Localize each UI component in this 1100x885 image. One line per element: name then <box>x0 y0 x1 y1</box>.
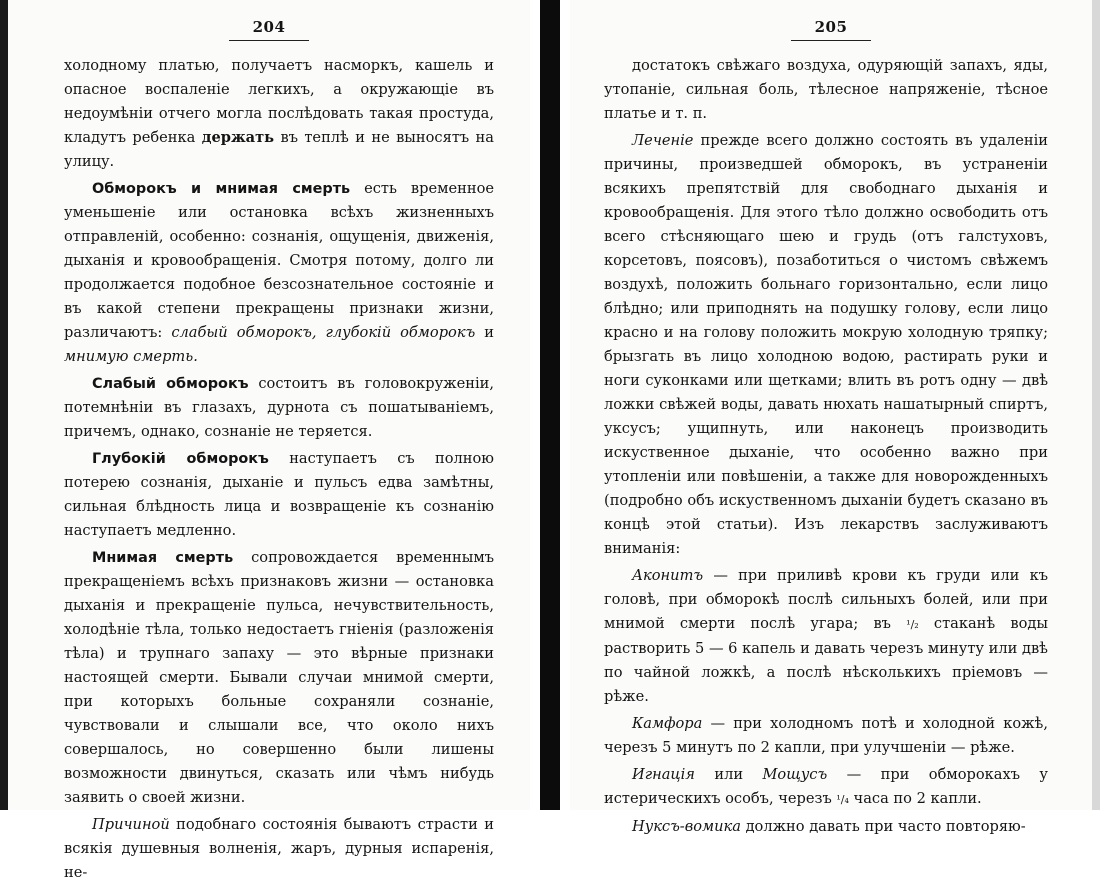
page-number: 205 <box>814 18 848 36</box>
text-run: есть временное уменьшеніе или остановка всѣхъ жизненныхъ отправленій, особенно: сознанія, ощущенія, движенія, дыханія и кровообращенія. Смотря потому, долго ли продолжается подобное безсознательное состояніе и въ какой степени прекращены признаки жизни, различаютъ: <box>64 180 494 341</box>
text-run: состоитъ въ головокруженіи, потемнѣніи въ глазахъ, дурнота съ пошатываніемъ, причемъ, однако, сознаніе не теряется. <box>64 375 494 440</box>
italic-term: Нуксъ-вомика <box>632 818 741 835</box>
page-number-rule <box>791 40 871 41</box>
paragraph <box>64 177 494 369</box>
right-page <box>570 0 1092 835</box>
text-run: должно давать при часто повторяю- <box>740 818 1026 835</box>
section-heading: Мнимая смерть <box>92 550 234 566</box>
text-run: — при приливѣ крови къ груди или къ головѣ, при обморокѣ послѣ сильныхъ болей, или при мнимой смерти послѣ угара; въ <box>604 567 1048 632</box>
right-page-edge <box>1092 0 1100 810</box>
section-heading: Слабый обморокъ <box>92 376 249 392</box>
paragraph <box>64 372 494 444</box>
paragraph <box>604 54 1048 126</box>
paragraph <box>604 815 1048 839</box>
page-body <box>64 54 494 885</box>
text-run: ¹/₄ <box>836 793 849 806</box>
text-run: и <box>475 324 494 341</box>
italic-term: Леченіе <box>632 132 694 149</box>
text-run: холодному платью, получаетъ насморкъ, кашель и опасное воспаленіе легкихъ, а окружающіе въ недоумѣніи отчего могла послѣдовать такая простуда, кладутъ ребенка <box>64 57 494 146</box>
paragraph <box>64 447 494 543</box>
italic-term: мнимую смерть. <box>64 348 198 365</box>
text-run: или <box>694 766 763 783</box>
text-run: — при обморокахъ у истерическихъ особъ, черезъ <box>604 766 1048 807</box>
text-run: наступаетъ съ полною потерею сознанія, дыханіе и пульсъ едва замѣтны, сильная блѣдность лица и возвращеніе къ сознанію наступаетъ медленно. <box>64 450 495 539</box>
paragraph <box>604 712 1048 760</box>
left-page <box>8 0 530 881</box>
text-run: въ теплѣ и не выносятъ на улицу. <box>64 129 494 170</box>
text-run: — при холодномъ потѣ и холодной кожѣ, черезъ 5 минутъ по 2 капли, при улучшеніи — рѣже. <box>604 715 1048 756</box>
text-run: стаканѣ воды растворить 5 — 6 капель и давать черезъ минуту или двѣ по чайной ложкѣ, а послѣ нѣсколькихъ пріемовъ — рѣже. <box>604 615 1048 705</box>
text-run: ¹/₂ <box>906 618 919 631</box>
paragraph <box>604 129 1048 561</box>
text-run: сопровождается временнымъ прекращеніемъ всѣхъ признаковъ жизни — остановка дыханія и прекращеніе пульса, нечувствительность, холодѣніе тѣла, только недостаетъ гніенія (разложенія тѣла) и трупнаго запаху — это вѣрные признаки настоящей смерти. Бывали случаи мнимой смерти, при которыхъ больные сохраняли сознаніе, чувствовали и слышали все, что около нихъ совершалось, но совершенно были лишены возможности двинуться, сказать или чѣмъ нибудь заявить о своей жизни. <box>64 549 494 806</box>
page-number-rule <box>229 40 309 41</box>
italic-term: Аконитъ <box>632 567 704 584</box>
paragraph <box>64 546 494 810</box>
paragraph <box>604 763 1048 812</box>
page-number: 204 <box>252 18 286 36</box>
text-run: достатокъ свѣжаго воздуха, одуряющій запахъ, яды, утопаніе, сильная боль, тѣлесное напряженіе, тѣсное платье и т. п. <box>604 57 1048 122</box>
book-gutter <box>540 0 560 810</box>
page-body <box>604 54 1048 839</box>
left-page-edge <box>0 0 8 810</box>
paragraph <box>64 813 494 885</box>
italic-term: Причиной <box>92 816 170 833</box>
paragraph <box>604 564 1048 709</box>
text-run: часа по 2 капли. <box>848 790 982 807</box>
italic-term: Камфора <box>632 715 703 732</box>
text-run: держать <box>201 129 275 146</box>
italic-term: слабый обморокъ, глубокій обморокъ <box>171 324 476 341</box>
text-run: подобнаго состоянія бываютъ страсти и всякія душевныя волненія, жаръ, дурныя испаренія, не- <box>64 816 494 881</box>
italic-term: Мощусъ <box>762 766 828 783</box>
section-heading: Обморокъ и мнимая смерть <box>92 181 351 197</box>
text-run: прежде всего должно состоять въ удаленіи причины, произведшей обморокъ, въ устраненіи всякихъ препятствій для свободнаго дыханія и кровообращенія. Для этого тѣло должно освободить отъ всего стѣсняющаго шею и грудь (отъ галстуховъ, корсетовъ, поясовъ), позаботиться о чистомъ свѣжемъ воздухѣ, положить больнаго горизонтально, если лицо блѣдно; или приподнять на подушку голову, если лицо красно и на голову положить мокрую холодную тряпку; брызгать въ лицо холодною водою, растирать руки и ноги суконками или щетками; влить въ ротъ одну — двѣ ложки свѣжей воды, давать нюхать нашатырный спиртъ, уксусъ; ущипнуть, или наконецъ производить искуственное дыханіе, что особенно важно при утопленіи или повѣшеніи, а также для новорожденныхъ (подробно объ искуственномъ дыханіи будетъ сказано въ концѣ этой статьи). Изъ лекарствъ заслуживаютъ вниманія: <box>604 132 1048 557</box>
paragraph <box>64 54 494 174</box>
italic-term: Игнація <box>632 766 695 783</box>
section-heading: Глубокій обморокъ <box>92 451 269 467</box>
